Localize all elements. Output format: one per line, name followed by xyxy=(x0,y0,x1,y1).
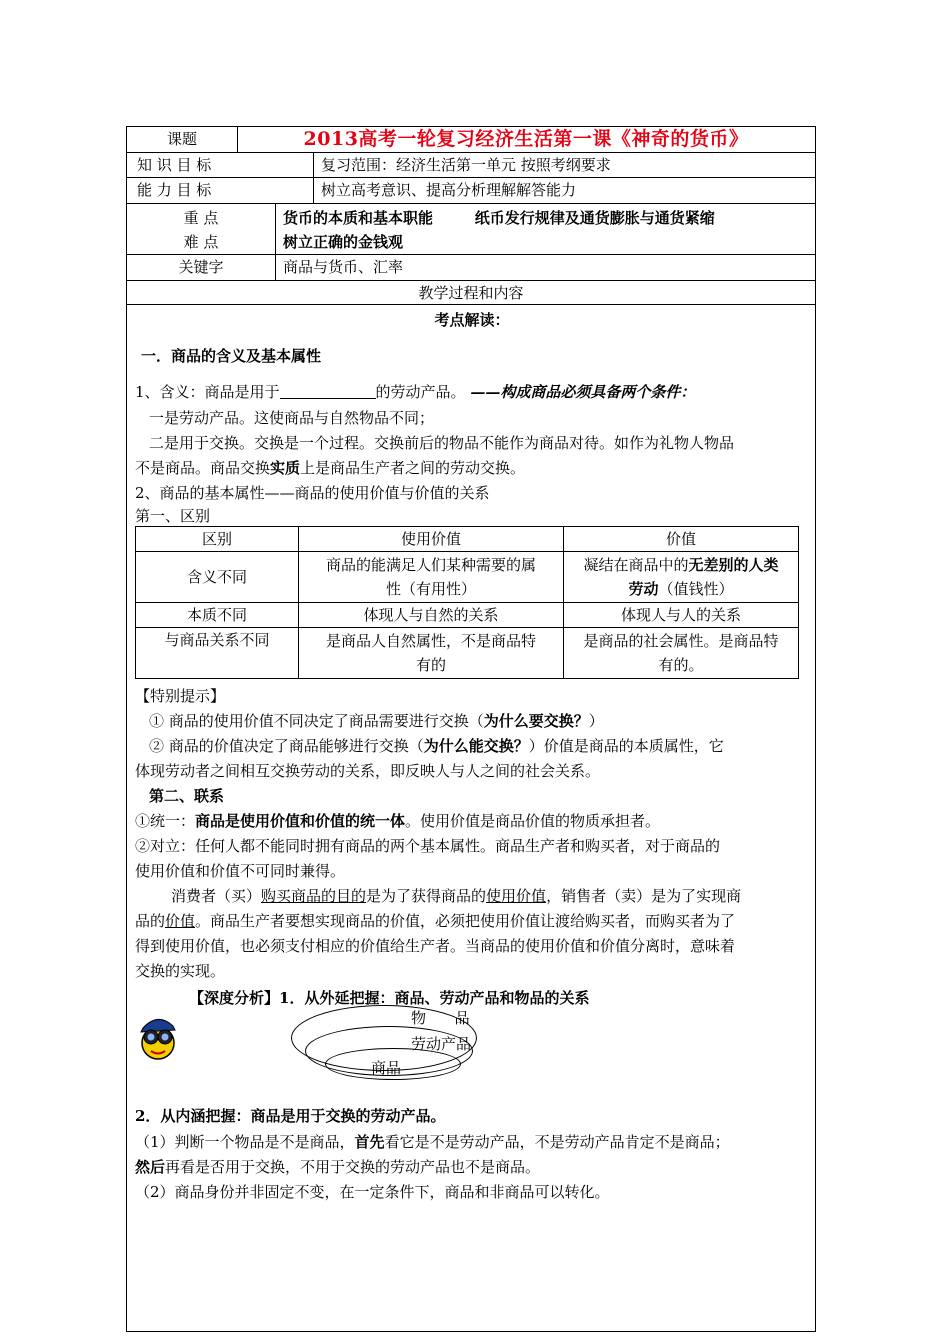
difficulty-value: 树立正确的金钱观 xyxy=(283,233,404,251)
title-label: 课题 xyxy=(166,130,197,148)
knowledge-label: 知 识 目 标 xyxy=(137,156,212,174)
definition-line: 1、含义：商品是用于 的劳动产品。 ——构成商品必须具备两个条件： xyxy=(135,383,696,401)
exam-points-heading: 考点解读： xyxy=(434,311,510,329)
difference-heading: 第一、区别 xyxy=(135,507,211,525)
tip-1: ① 商品的使用价值不同决定了商品需要进行交换（为什么要交换？） xyxy=(149,712,604,730)
condition-2: 二是用于交换。交换是一个过程。交换前后的物品不能作为商品对待。如作为礼物人物品 xyxy=(149,434,735,452)
fill-blank[interactable] xyxy=(280,382,376,399)
unity-line: ①统一：商品是使用价值和价值的统一体。使用价值是商品价值的物质承担者。 xyxy=(135,812,661,830)
opposition-line-cont: 使用价值和价值不可同时兼得。 xyxy=(135,862,346,880)
table-header: 区别 xyxy=(136,527,299,552)
attributes-line: 2、商品的基本属性——商品的使用价值与价值的关系 xyxy=(135,484,490,502)
binoculars-mascot-icon xyxy=(135,1010,181,1062)
process-label: 教学过程和内容 xyxy=(418,284,524,302)
ability-value: 树立高考意识、提高分析理解解答能力 xyxy=(321,181,577,199)
table-cell: 体现人与自然的关系 xyxy=(299,603,564,628)
keywords-row xyxy=(126,254,816,280)
ability-label: 能 力 目 标 xyxy=(137,181,212,199)
knowledge-row xyxy=(126,152,816,177)
table-cell: 是商品人自然属性，不是商品特 有的 xyxy=(299,628,564,679)
comparison-table xyxy=(135,526,799,679)
consumer-line: 消费者（买）购买商品的目的是为了获得商品的使用价值，销售者（卖）是为了实现商 xyxy=(171,887,742,905)
deep-analysis-title: 【深度分析】1．从外延把握：商品、劳动产品和物品的关系 xyxy=(189,989,590,1007)
consumer-line-3: 得到使用价值，也必须支付相应的价值给生产者。当商品的使用价值和价值分离时，意味着 xyxy=(135,937,736,955)
section1-title: 一．商品的含义及基本属性 xyxy=(141,347,322,365)
condition-2-cont: 不是商品。商品交换实质上是商品生产者之间的劳动交换。 xyxy=(135,459,526,477)
table-cell: 本质不同 xyxy=(136,603,299,628)
table-header: 使用价值 xyxy=(299,527,564,552)
diagram-label-goods: 物 品 xyxy=(411,1009,470,1027)
diagram-label-labor-product: 劳动产品 xyxy=(411,1035,472,1053)
tip-2: ② 商品的价值决定了商品能够进行交换（为什么能交换？）价值是商品的本质属性，它 xyxy=(149,737,724,755)
page-title: 2013高考一轮复习经济生活第一课《神奇的货币》 xyxy=(303,128,749,150)
consumer-line-4: 交换的实现。 xyxy=(135,962,226,980)
table-header: 价值 xyxy=(564,527,799,552)
content-body xyxy=(126,304,816,1332)
ability-row xyxy=(126,177,816,203)
diagram-label-commodity: 商品 xyxy=(371,1059,402,1077)
table-cell: 体现人与人的关系 xyxy=(564,603,799,628)
consumer-line-2: 品的价值。商品生产者要想实现商品的价值，必须把使用价值让渡给购买者，而购买者为了 xyxy=(135,912,736,930)
difficulty-label: 难 点 xyxy=(183,233,219,251)
focus-value: 货币的本质和基本职能 纸币发行规律及通货膨胀与通货紧缩 xyxy=(283,209,715,227)
table-cell: 商品的能满足人们某种需要的属 性（有用性） xyxy=(299,552,564,603)
focus-label: 重 点 xyxy=(183,209,219,227)
keywords-label: 关键字 xyxy=(178,258,224,276)
tip-title: 【特别提示】 xyxy=(135,687,226,705)
table-cell: 凝结在商品中的无差别的人类 劳动（值钱性） xyxy=(564,552,799,603)
judge-line-2: 然后再看是否用于交换，不用于交换的劳动产品也不是商品。 xyxy=(135,1158,541,1176)
table-cell: 与商品关系不同 xyxy=(136,628,299,679)
condition-1: 一是劳动产品。这使商品与自然物品不同； xyxy=(149,409,435,427)
table-cell: 是商品的社会属性。是商品特 有的。 xyxy=(564,628,799,679)
focus-row xyxy=(126,203,816,254)
table-cell: 含义不同 xyxy=(136,552,299,603)
opposition-line: ②对立：任何人都不能同时拥有商品的两个基本属性。商品生产者和购买者，对于商品的 xyxy=(135,837,721,855)
judge-line-1: （1）判断一个物品是不是商品，首先看它是不是劳动产品，不是劳动产品肯定不是商品； xyxy=(135,1133,730,1151)
title-row xyxy=(126,126,816,152)
section2-title: 第二、联系 xyxy=(149,787,225,805)
tip-2-cont: 体现劳动者之间相互交换劳动的关系，即反映人与人之间的社会关系。 xyxy=(135,762,601,780)
knowledge-value: 复习范围：经济生活第一单元 按照考纲要求 xyxy=(321,156,611,174)
section2-heading: 2．从内涵把握：商品是用于交换的劳动产品。 xyxy=(135,1107,446,1125)
judge-line-3: （2）商品身份并非固定不变，在一定条件下，商品和非商品可以转化。 xyxy=(135,1183,610,1201)
keywords-value: 商品与货币、汇率 xyxy=(283,258,404,276)
